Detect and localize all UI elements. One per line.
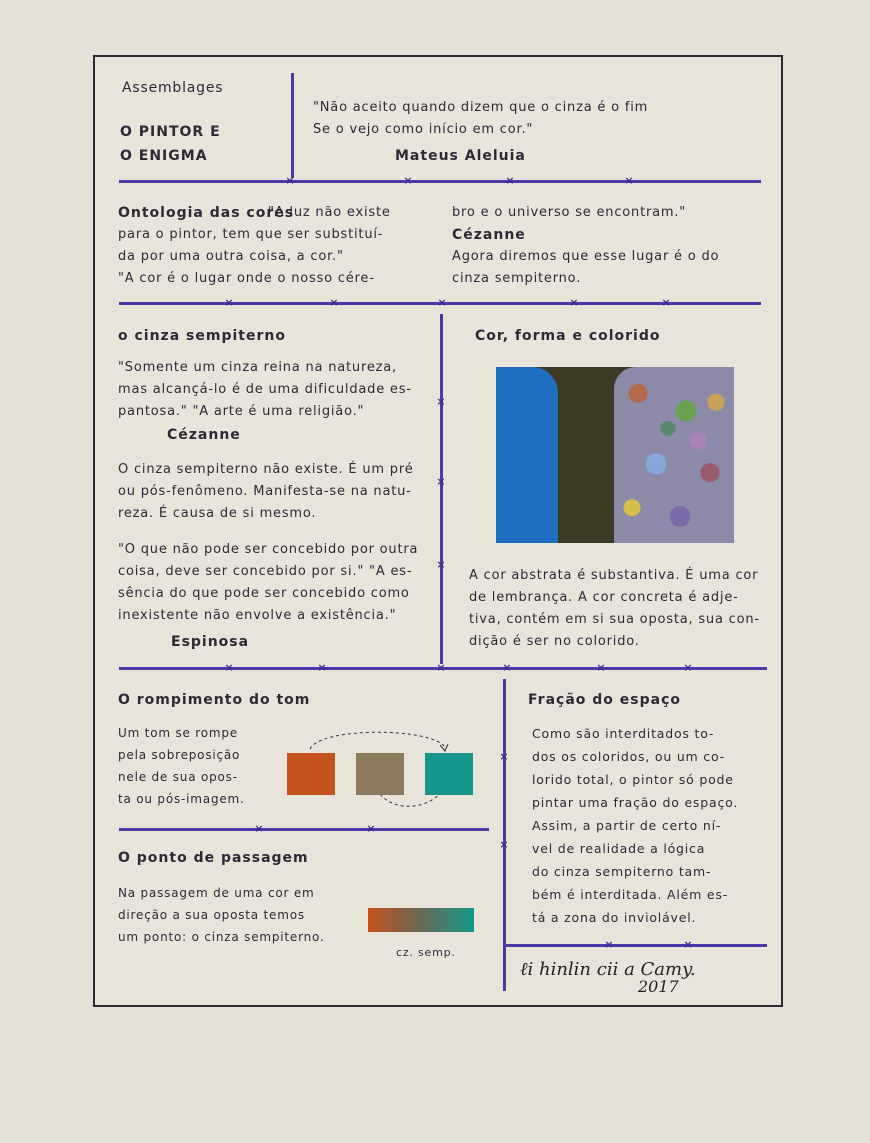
divider-mark: × (569, 296, 579, 309)
painting-blue-area (496, 367, 558, 543)
arrow-top (310, 732, 445, 749)
cinza-quote: "Somente um cinza reina na natureza, mas alcançá-lo é de uma dificuldade es- pantosa." "A arte é uma religião." (118, 360, 412, 419)
header-quote: "Não aceito quando dizem que o cinza é o fim Se o vejo como início em cor." (313, 100, 649, 137)
swatch-taupe (356, 753, 404, 795)
cinza-quote-author: Cézanne (167, 427, 241, 443)
divider-mark: × (437, 296, 447, 309)
divider-lower-right (503, 944, 767, 947)
painting-mottled-area (614, 367, 734, 543)
divider-mark: × (499, 838, 509, 851)
ontologia-text-col1: "A luz não existe para o pintor, tem que ser substituí- da por uma outra coisa, a cor." "A cor é o lugar onde o nosso cére- (118, 205, 391, 286)
rompimento-heading: O rompimento do tom (118, 692, 311, 708)
passagem-text: Na passagem de uma cor em direção a sua oposta temos um ponto: o cinza sempiterno. (118, 886, 325, 944)
cinza-quote2-author: Espinosa (171, 634, 250, 650)
divider-top (119, 180, 761, 183)
divider-mark: × (224, 661, 234, 674)
signature-year: 2017 (638, 977, 679, 996)
fracao-heading: Fração do espaço (528, 692, 681, 708)
ontologia-text-col2: bro e o universo se encontram." (452, 205, 687, 220)
divider-mark: × (502, 661, 512, 674)
swatch-teal (425, 753, 473, 795)
divider-mark: × (403, 174, 413, 187)
fracao-text: Como são interditados to- dos os coloridos, ou um co- lorido total, o pintor só pode pintar uma fração do espaço. Assim, a partir de certo ní- vel de realidade a lógica do cinza sempiterno tam- bém é interditada. Além es- tá a zona do inviolável. (532, 726, 739, 925)
work-title-line2: O ENIGMA (120, 148, 208, 164)
header-divider (291, 73, 294, 178)
divider-mark: × (499, 750, 509, 763)
arrow-head (440, 744, 448, 751)
divider-mark: × (436, 661, 446, 674)
painting-image (496, 367, 734, 543)
divider-mark: × (661, 296, 671, 309)
ontologia-text-col2-after: Agora diremos que esse lugar é o do cinza sempiterno. (452, 249, 720, 286)
series-title: Assemblages (122, 80, 224, 96)
rompimento-text: Um tom se rompe pela sobreposição nele de sua opos- ta ou pós-imagem. (118, 726, 245, 806)
divider-mark: × (254, 822, 264, 835)
artwork-sheet (93, 55, 783, 1007)
divider-mark: × (317, 661, 327, 674)
divider-lower-left (119, 828, 489, 831)
divider-mark: × (329, 296, 339, 309)
gradient-label: cz. semp. (396, 946, 456, 959)
divider-mark: × (436, 395, 446, 408)
cinza-heading: o cinza sempiterno (118, 328, 286, 344)
artist-signature: ℓi hinlin cii a Camy. (520, 959, 696, 980)
divider-mark: × (224, 296, 234, 309)
divider-mark: × (436, 558, 446, 571)
header-quote-author: Mateus Aleluia (395, 148, 526, 164)
ontologia-heading: Ontologia das cores (118, 205, 295, 221)
painting-dark-area (558, 367, 614, 543)
cinza-paragraph: O cinza sempiterno não existe. É um pré ou pós-fenômeno. Manifesta-se na natu- reza. É causa de si mesmo. (118, 462, 414, 521)
cor-forma-caption: A cor abstrata é substantiva. É uma cor de lembrança. A cor concreta é adje- tiva, contém em si sua oposta, sua con- dição é ser no colorido. (469, 568, 760, 649)
center-divider (440, 314, 443, 664)
work-title-line1: O PINTOR E (120, 124, 221, 140)
cinza-quote2: "O que não pode ser concebido por outra coisa, deve ser concebido por si." "A es- sência do que pode ser concebido como inexistente não envolve a existência." (118, 542, 419, 623)
divider-mark: × (505, 174, 515, 187)
gradient-swatch (368, 908, 474, 932)
ontologia-author: Cézanne (452, 227, 526, 243)
divider-mark: × (366, 822, 376, 835)
divider-mark: × (683, 661, 693, 674)
divider-mark: × (604, 938, 614, 951)
passagem-heading: O ponto de passagem (118, 850, 309, 866)
divider-mark: × (596, 661, 606, 674)
divider-mark: × (683, 938, 693, 951)
cor-forma-heading: Cor, forma e colorido (475, 328, 661, 344)
swatch-orange (287, 753, 335, 795)
divider-mark: × (285, 174, 295, 187)
divider-mark: × (624, 174, 634, 187)
divider-mark: × (436, 475, 446, 488)
